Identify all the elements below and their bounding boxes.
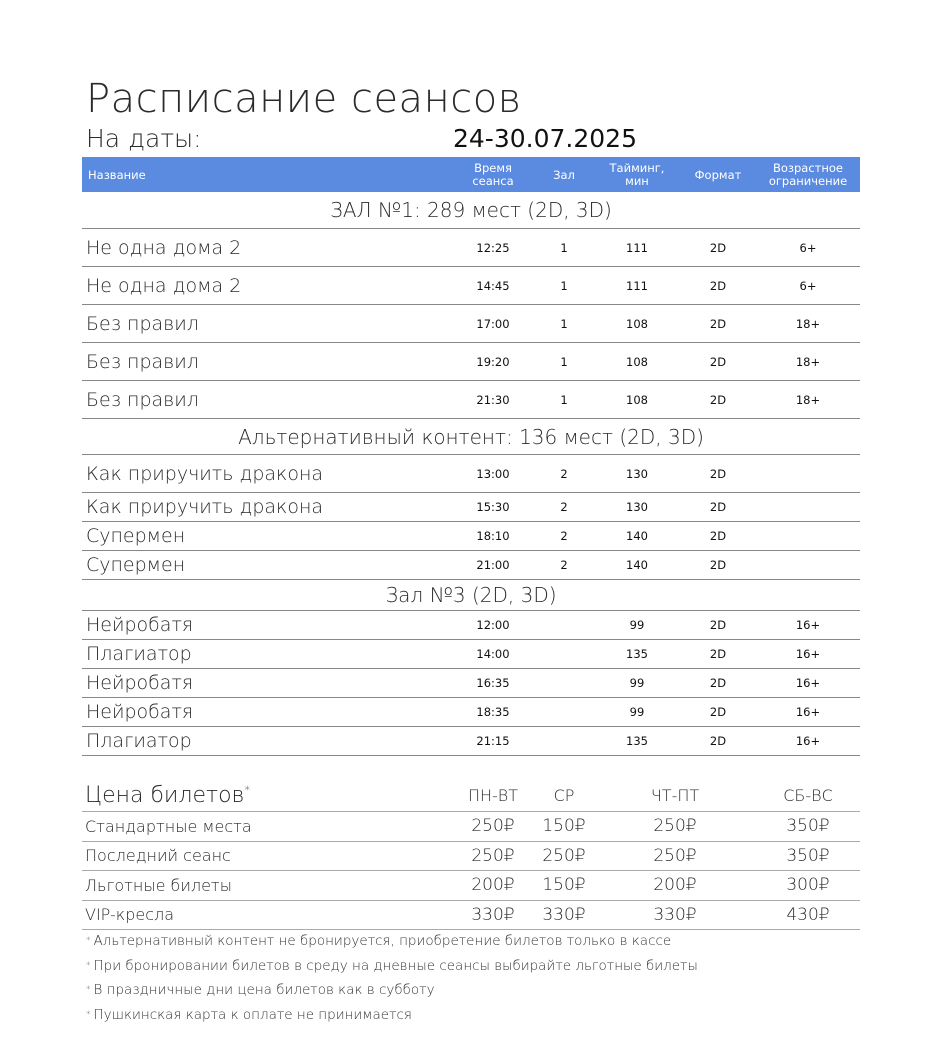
- price-value: 150₽: [542, 875, 586, 896]
- footnotes: [86, 932, 846, 1030]
- cell-duration: 108: [626, 316, 648, 331]
- price-value: 300₽: [786, 875, 830, 896]
- cell-format: 2D: [709, 392, 727, 407]
- price-value: 330₽: [542, 904, 586, 925]
- cell-age: 6+: [799, 240, 817, 255]
- price-day-wed: СР: [553, 786, 575, 805]
- price-value: 250₽: [471, 816, 515, 837]
- cell-hall: 1: [560, 354, 568, 369]
- cell-format: 2D: [709, 500, 727, 514]
- cell-time: 12:25: [476, 240, 510, 255]
- table-row: [82, 493, 860, 522]
- price-day-thu-fri: ЧТ-ПТ: [650, 786, 700, 805]
- table-row: [82, 611, 860, 640]
- cell-name: Супермен: [86, 554, 186, 576]
- cell-name: Супермен: [86, 525, 186, 547]
- price-value: 330₽: [653, 904, 697, 925]
- price-value: 250₽: [471, 845, 515, 866]
- section-title: Зал №3 (2D, 3D): [82, 580, 860, 611]
- cell-format: 2D: [709, 676, 727, 690]
- table-row: [82, 727, 860, 756]
- table-row: [82, 551, 860, 580]
- cell-time: 21:15: [476, 734, 510, 748]
- cell-name: Как приручить дракона: [86, 496, 324, 518]
- footnote-text: При бронировании билетов в среду на дневные сеансы выбирайте льготные билеты: [93, 957, 698, 974]
- cell-format: 2D: [709, 558, 727, 572]
- cell-age: 18+: [795, 316, 821, 331]
- price-day-sat-sun: СБ-ВС: [783, 786, 833, 805]
- cell-duration: 130: [626, 466, 648, 481]
- price-value: 330₽: [471, 904, 515, 925]
- footnote-text: В праздничные дни цена билетов как в субботу: [93, 982, 435, 998]
- cell-name: Без правил: [86, 350, 199, 373]
- cell-age: 16+: [795, 618, 821, 632]
- cell-name: Нейробатя: [86, 701, 194, 723]
- cell-time: 19:20: [476, 354, 510, 369]
- cell-age: 16+: [795, 734, 821, 748]
- cell-format: 2D: [709, 316, 727, 331]
- price-value: 250₽: [653, 845, 697, 866]
- cell-duration: 111: [626, 278, 648, 293]
- footnote: [86, 1006, 846, 1031]
- cell-format: 2D: [709, 647, 727, 661]
- cell-format: 2D: [709, 529, 727, 543]
- cell-duration: 130: [626, 500, 648, 514]
- cell-name: Нейробатя: [86, 672, 194, 694]
- cell-time: 18:35: [476, 705, 510, 719]
- cell-name: Без правил: [86, 388, 199, 411]
- cell-duration: 108: [626, 392, 648, 407]
- price-row: [82, 812, 860, 842]
- cell-hall: 2: [560, 466, 568, 481]
- cell-hall: 2: [560, 529, 568, 543]
- page-title: Расписание сеансов: [86, 76, 522, 122]
- price-value: 350₽: [786, 816, 830, 837]
- schedule-table: [82, 157, 860, 756]
- cell-name: Плагиатор: [86, 643, 192, 665]
- cell-format: 2D: [709, 278, 727, 293]
- cell-time: 14:00: [476, 647, 510, 661]
- cell-duration: 140: [626, 558, 648, 572]
- cell-duration: 111: [626, 240, 648, 255]
- cell-duration: 135: [626, 647, 648, 661]
- cell-age: 18+: [795, 392, 821, 407]
- cell-time: 16:35: [476, 676, 510, 690]
- cell-time: 14:45: [476, 278, 510, 293]
- cell-hall: 2: [560, 558, 568, 572]
- price-row: [82, 871, 860, 901]
- cell-format: 2D: [709, 354, 727, 369]
- cell-name: Не одна дома 2: [86, 274, 242, 297]
- cell-age: 16+: [795, 705, 821, 719]
- cell-format: 2D: [709, 705, 727, 719]
- price-value: 200₽: [471, 875, 515, 896]
- cell-duration: 99: [629, 676, 645, 690]
- footnote-mark: *: [86, 936, 91, 946]
- section-title: Альтернативный контент: 136 мест (2D, 3D): [82, 419, 860, 455]
- cell-format: 2D: [709, 466, 727, 481]
- table-row: [82, 381, 860, 419]
- header-name: Название: [88, 167, 146, 182]
- cell-name: Не одна дома 2: [86, 236, 242, 259]
- dates-label: На даты:: [86, 124, 202, 153]
- table-row: [82, 267, 860, 305]
- cell-duration: 99: [629, 705, 645, 719]
- price-day-mon-tue: ПН-ВТ: [467, 786, 519, 805]
- price-value: 350₽: [786, 845, 830, 866]
- section-title: ЗАЛ №1: 289 мест (2D, 3D): [82, 192, 860, 229]
- cell-hall: 1: [560, 392, 568, 407]
- footnote-mark: *: [86, 985, 91, 995]
- price-row: [82, 901, 860, 931]
- price-header: [82, 780, 860, 812]
- price-label: VIP-кресла: [85, 905, 175, 925]
- price-value: 250₽: [653, 816, 697, 837]
- footnote: [86, 932, 846, 957]
- cell-duration: 140: [626, 529, 648, 543]
- header-format: Формат: [694, 167, 742, 182]
- cell-hall: 1: [560, 316, 568, 331]
- price-title: Цена билетов*: [85, 783, 250, 808]
- cell-format: 2D: [709, 618, 727, 632]
- schedule-header: [82, 157, 860, 192]
- footnote-mark: *: [86, 1009, 91, 1020]
- table-row: [82, 698, 860, 727]
- price-value: 200₽: [653, 875, 697, 896]
- cell-duration: 135: [626, 734, 648, 748]
- schedule-body: [82, 192, 860, 756]
- price-label: Льготные билеты: [85, 875, 232, 895]
- header-time: Время сеанса: [472, 160, 514, 188]
- cell-time: 17:00: [476, 316, 510, 331]
- table-row: [82, 343, 860, 381]
- cell-hall: 1: [560, 278, 568, 293]
- cell-time: 15:30: [476, 500, 510, 514]
- cell-time: 13:00: [476, 466, 510, 481]
- header-hall: Зал: [553, 167, 575, 182]
- cell-time: 12:00: [476, 618, 510, 632]
- cell-age: 6+: [799, 278, 817, 293]
- cell-age: 16+: [795, 676, 821, 690]
- cell-age: 18+: [795, 354, 821, 369]
- footnote-text: Пушкинская карта к оплате не принимается: [93, 1006, 412, 1023]
- cell-name: Нейробатя: [86, 614, 194, 636]
- footnote: [86, 957, 846, 982]
- table-row: [82, 669, 860, 698]
- header-duration: Тайминг, мин: [609, 160, 665, 188]
- cell-duration: 108: [626, 354, 648, 369]
- header-age: Возрастное ограничение: [768, 160, 848, 188]
- price-row: [82, 842, 860, 872]
- cell-name: Плагиатор: [86, 730, 192, 752]
- cell-time: 21:00: [476, 558, 510, 572]
- price-value: 430₽: [786, 904, 830, 925]
- price-label: Стандартные места: [85, 816, 252, 836]
- cell-name: Без правил: [86, 312, 199, 335]
- cell-duration: 99: [629, 618, 645, 632]
- cell-hall: 1: [560, 240, 568, 255]
- cell-hall: 2: [560, 500, 568, 514]
- cell-time: 18:10: [476, 529, 510, 543]
- price-value: 250₽: [542, 845, 586, 866]
- cell-time: 21:30: [476, 392, 510, 407]
- footnote-mark: *: [86, 960, 91, 971]
- table-row: [82, 640, 860, 669]
- cell-age: 16+: [795, 647, 821, 661]
- table-row: [82, 229, 860, 267]
- table-row: [82, 305, 860, 343]
- table-row: [82, 522, 860, 551]
- dates-value: 24-30.07.2025: [453, 124, 637, 153]
- cell-name: Как приручить дракона: [86, 462, 324, 485]
- table-row: [82, 455, 860, 493]
- price-table: [82, 780, 860, 930]
- price-label: Последний сеанс: [85, 846, 231, 866]
- cell-format: 2D: [709, 240, 727, 255]
- price-body: [82, 812, 860, 930]
- price-value: 150₽: [542, 816, 586, 837]
- footnote: [86, 981, 846, 1006]
- footnote-text: Альтернативный контент не бронируется, приобретение билетов только в кассе: [93, 933, 672, 949]
- cell-format: 2D: [709, 734, 727, 748]
